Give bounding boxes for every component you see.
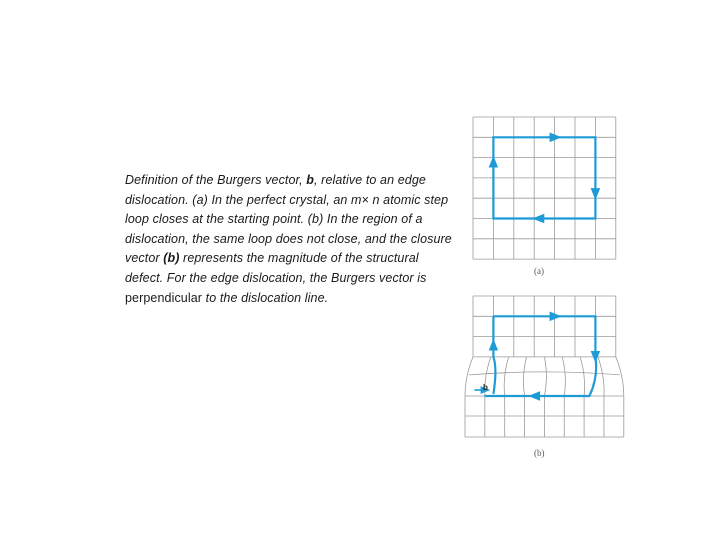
caption-closure-vector: (b) — [163, 251, 180, 266]
grid-line — [469, 372, 620, 375]
grid-line — [562, 357, 565, 396]
grid-line — [523, 357, 526, 396]
loop-path — [493, 316, 495, 394]
panel-a-label: (a) — [534, 266, 544, 276]
grid-line — [616, 357, 624, 396]
burgers-loop-open — [474, 316, 596, 396]
grid-line — [580, 357, 585, 396]
grid-line — [544, 357, 546, 396]
caption-text-2: , relative to an edge dislocation. (a) In the perfect crystal, an m× n atomic step loop closes at the starting point. (b) In the region of a dislocation, the same loop does not close, and the closure vector — [125, 173, 452, 266]
caption-text-3: represents the magnitude of the structural defect. For the edge dislocation, the Burgers vector is — [125, 251, 427, 285]
grid-line — [465, 357, 473, 396]
caption-text-4: to the dislocation line. — [202, 290, 329, 305]
grid-line — [598, 357, 604, 396]
grid-line — [504, 357, 509, 396]
caption-burgers-symbol: b — [306, 173, 315, 187]
caption-text-1: Definition of the Burgers vector, — [125, 173, 307, 187]
loop-path — [484, 316, 596, 396]
panel-b-label: (b) — [534, 448, 545, 458]
burgers-vector-label: b — [483, 383, 488, 392]
caption-perpendicular: perpendicular — [125, 290, 203, 305]
